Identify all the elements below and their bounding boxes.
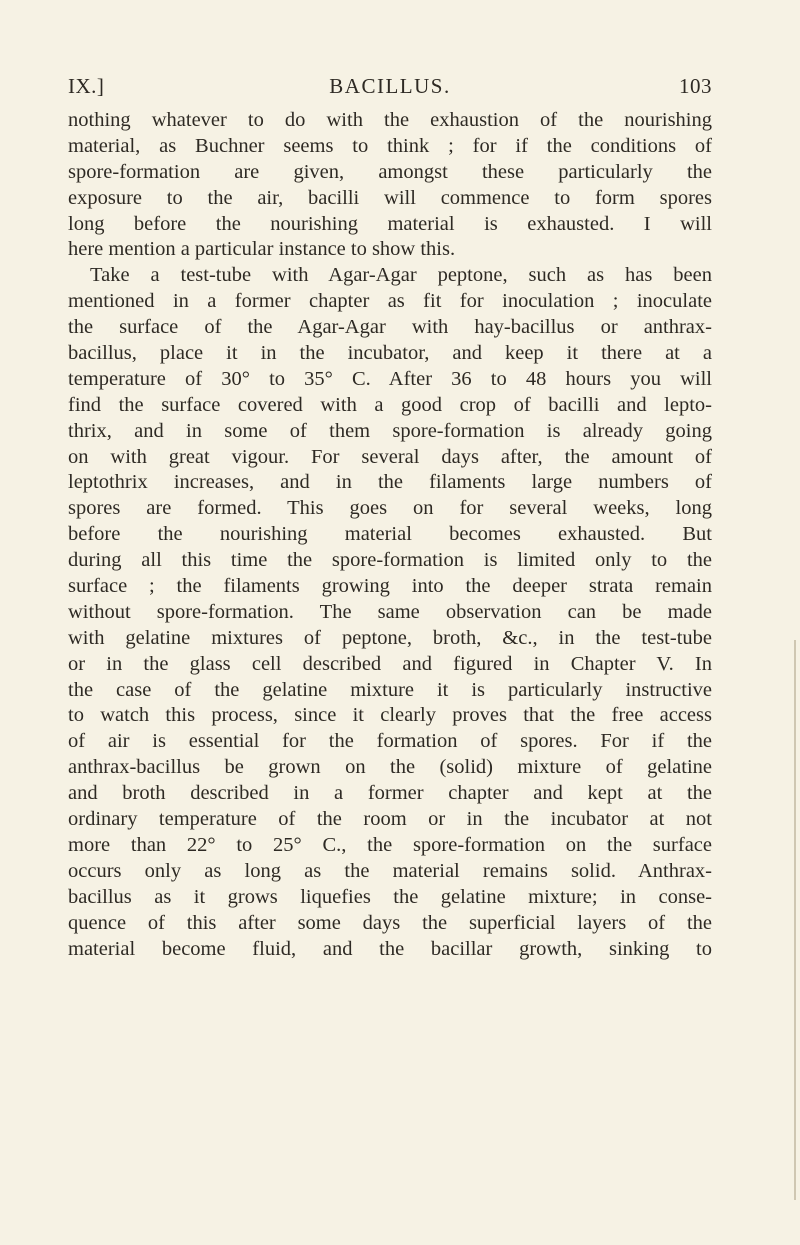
text-line: mentioned in a former chapter as fit for inoculation ; inoculate (68, 290, 712, 313)
text-line: long before the nourishing material is exhausted. I will (68, 212, 712, 235)
text-line: to watch this process, since it clearly proves that the free access (68, 704, 712, 727)
page-edge-line (794, 640, 796, 1200)
text-line: find the surface covered with a good crop of bacilli and lepto- (68, 393, 712, 416)
text-line: during all this time the spore-formation is limited only to the (68, 549, 712, 572)
text-line: quence of this after some days the superficial layers of the (68, 911, 712, 934)
text-line: before the nourishing material becomes exhausted. But (68, 523, 712, 546)
text-line: anthrax-bacillus be grown on the (solid) mixture of gelatine (68, 756, 712, 779)
text-line: without spore-formation. The same observation can be made (68, 600, 712, 623)
text-line: occurs only as long as the material remains solid. Anthrax- (68, 859, 712, 882)
text-line: of air is essential for the formation of spores. For if the (68, 730, 712, 753)
text-line: temperature of 30° to 35° C. After 36 to 48 hours you will (68, 367, 712, 390)
text-line: spores are formed. This goes on for several weeks, long (68, 497, 712, 520)
text-line: exposure to the air, bacilli will commence to form spores (68, 186, 712, 209)
text-line: the surface of the Agar-Agar with hay-bacillus or anthrax- (68, 316, 712, 339)
text-line: the case of the gelatine mixture it is particularly instructive (68, 678, 712, 701)
text-line: or in the glass cell described and figured in Chapter V. In (68, 652, 712, 675)
running-title: BACILLUS. (329, 74, 451, 98)
chapter-number: IX.] (68, 74, 105, 98)
body-text (68, 108, 712, 962)
text-line: thrix, and in some of them spore-formation is already going (68, 419, 712, 442)
text-line: Take a test-tube with Agar-Agar peptone, such as has been (90, 264, 712, 287)
text-line: bacillus as it grows liquefies the gelatine mixture; in conse- (68, 885, 712, 908)
text-line: leptothrix increases, and in the filaments large numbers of (68, 471, 712, 494)
running-header (68, 74, 712, 104)
text-line: material, as Buchner seems to think ; for if the conditions of (68, 134, 712, 157)
text-line: nothing whatever to do with the exhaustion of the nourishing (68, 109, 712, 131)
text-line: surface ; the filaments growing into the deeper strata remain (68, 575, 712, 598)
text-line: with gelatine mixtures of peptone, broth, &c., in the test-tube (68, 626, 712, 649)
text-line: ordinary temperature of the room or in the incubator at not (68, 808, 712, 831)
text-line: here mention a particular instance to show this. (68, 238, 456, 261)
text-line: on with great vigour. For several days after, the amount of (68, 445, 712, 468)
text-line: and broth described in a former chapter and kept at the (68, 782, 712, 805)
text-line: more than 22° to 25° C., the spore-formation on the surface (68, 833, 712, 856)
page-number: 103 (679, 74, 712, 98)
text-line: spore-formation are given, amongst these particularly the (68, 160, 712, 183)
text-line: material become fluid, and the bacillar growth, sinking to (68, 937, 712, 960)
text-line: bacillus, place it in the incubator, and keep it there at a (68, 342, 712, 365)
